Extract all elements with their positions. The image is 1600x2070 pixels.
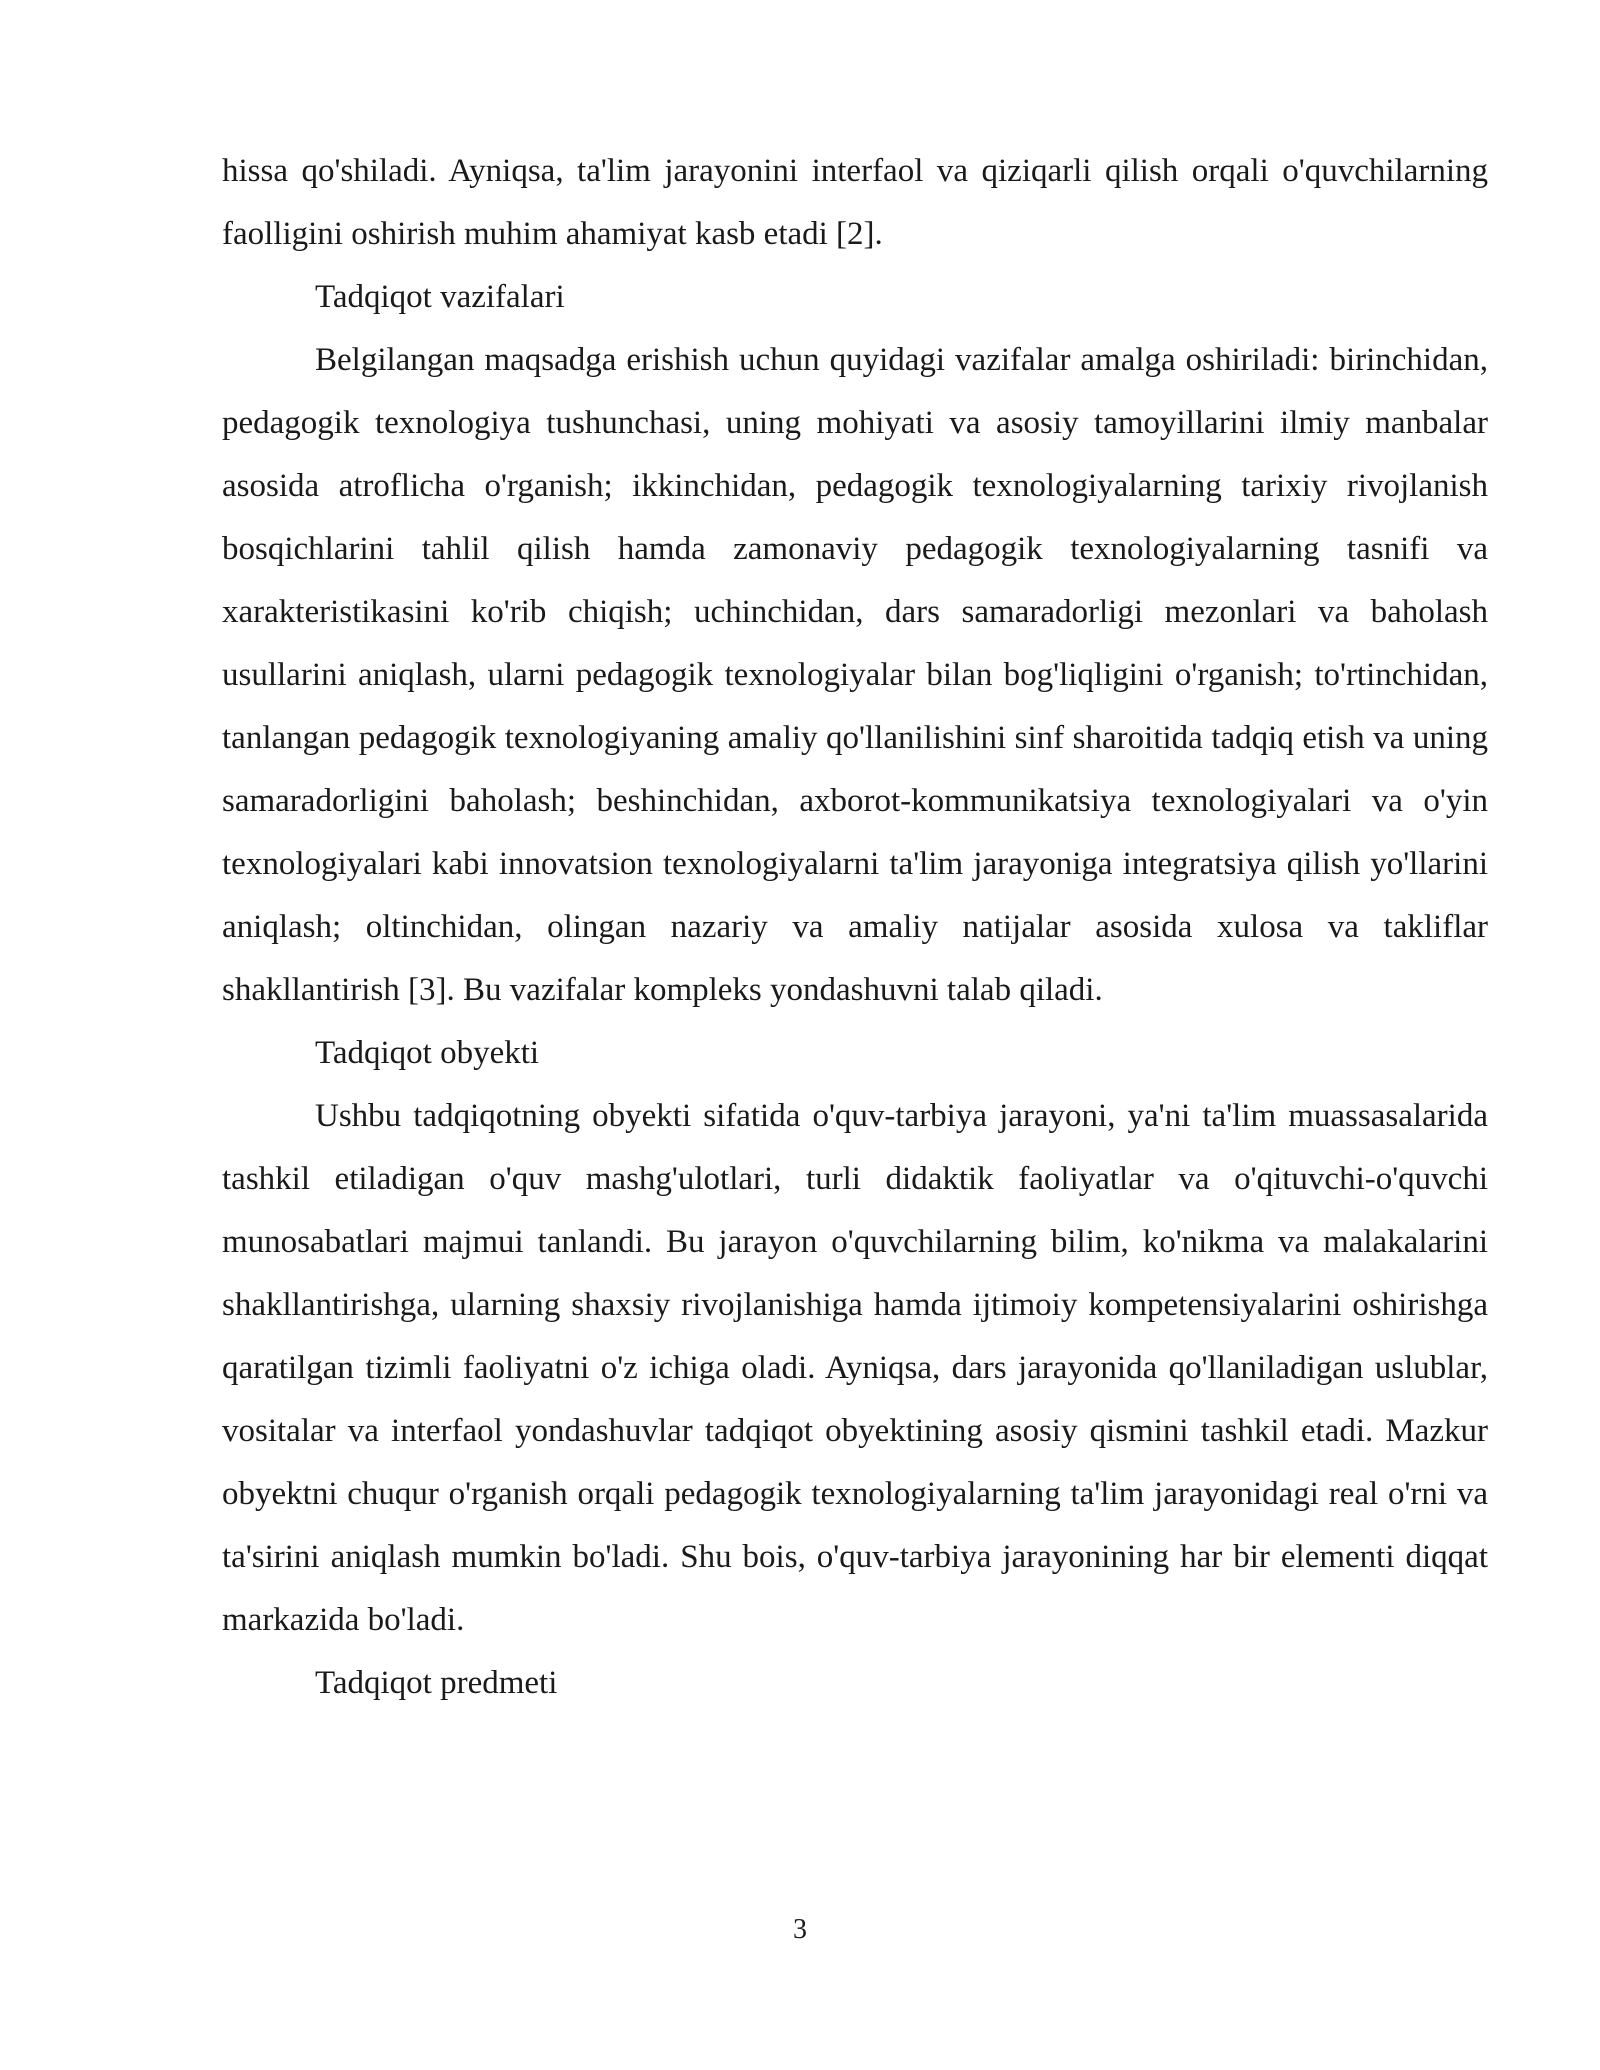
section-heading-obyekti: Tadqiqot obyekti	[315, 1035, 540, 1071]
section-heading-predmeti: Tadqiqot predmeti	[315, 1665, 558, 1701]
paragraph-obyekti: Ushbu tadqiqotning obyekti sifatida o'quv-tarbiya jarayoni, ya'ni ta'lim muassasalarida tashkil etiladigan o'quv mashg'ulotlari, turli didaktik faoliyatlar va o'qituvchi-o'quvchi munosabatlari majmui tanlandi. Bu jarayon o'quvchilarning bilim, ko'nikma va malakalarini shakllantirishga, ularning shaxsiy rivojlanishiga hamda ijtimoiy kompetensiyalarini oshirishga qaratilgan tizimli faoliyatni o'z ichiga oladi. Ayniqsa, dars jarayonida qo'llaniladigan uslublar, vositalar va interfaol yondashuvlar tadqiqot obyektining asosiy qismini tashkil etadi. Mazkur obyektni chuqur o'rganish orqali pedagogik texnologiyalarning ta'lim jarayonidagi real o'rni va ta'sirini aniqlash mumkin bo'ladi. Shu bois, o'quv-tarbiya jarayonining har bir elementi diqqat markazida bo'ladi.	[222, 1098, 1488, 1638]
paragraph-vazifalari: Belgilangan maqsadga erishish uchun quyidagi vazifalar amalga oshiriladi: birinchidan, pedagogik texnologiya tushunchasi, uning mohiyati va asosiy tamoyillarini ilmiy manbalar asosida atroflicha o'rganish; ikkinchidan, pedagogik texnologiyalarning tarixiy rivojlanish bosqichlarini tahlil qilish hamda zamonaviy pedagogik texnologiyalarning tasnifi va xarakteristikasini ko'rib chiqish; uchinchidan, dars samaradorligi mezonlari va baholash usullarini aniqlash, ularni pedagogik texnologiyalar bilan bog'liqligini o'rganish; to'rtinchidan, tanlangan pedagogik texnologiyaning amaliy qo'llanilishini sinf sharoitida tadqiq etish va uning samaradorligini baholash; beshinchidan, axborot-kommunikatsiya texnologiyalari va o'yin texnologiyalari kabi innovatsion texnologiyalarni ta'lim jarayoniga integratsiya qilish yo'llarini aniqlash; oltinchidan, olingan nazariy va amaliy natijalar asosida xulosa va takliflar shakllantirish [3]. Bu vazifalar kompleks yondashuvni talab qiladi.	[222, 342, 1488, 1008]
page-body	[222, 140, 1488, 1715]
section-heading-vazifalari: Tadqiqot vazifalari	[315, 279, 565, 315]
page-number: 3	[793, 1914, 807, 1945]
paragraph-continuation: hissa qo'shiladi. Ayniqsa, ta'lim jarayonini interfaol va qiziqarli qilish orqali o'quvchilarning faolligini oshirish muhim ahamiyat kasb etadi [2].	[222, 153, 1488, 252]
